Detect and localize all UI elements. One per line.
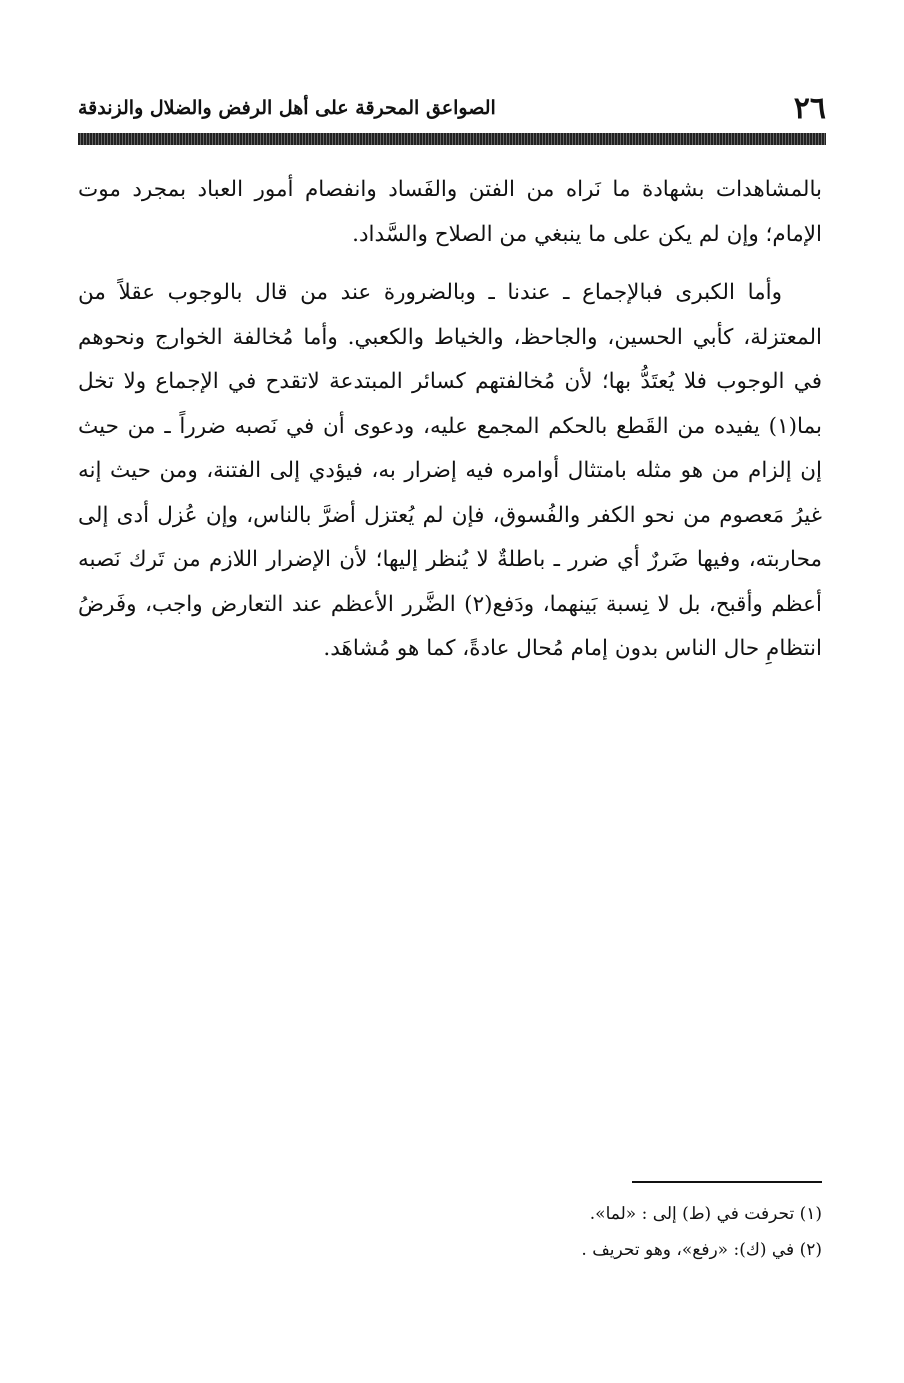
running-title: الصواعق المحرقة على أهل الرفض والضلال والزندقة — [78, 97, 496, 119]
paragraph: وأما الكبرى فبالإجماع ـ عندنا ـ وبالضرورة عند من قال بالوجوب عقلاً من المعتزلة، كأبي الحسين، والجاحظ، والخياط والكعبي. وأما مُخالفة الخوارج ونحوهم في الوجوب فلا يُعتَدُّ بها؛ لأن مُخالفتهم كسائر المبتدعة لاتقدح في الإجماع ولا تخل بما(١) يفيده من القَطع بالحكم المجمع عليه، ودعوى أن في نَصبه ضرراً ـ من حيث إن إلزام من هو مثله بامتثال أوامره فيه إضرار به، فيؤدي إلى الفتنة، ومن حيث إنه غيرُ مَعصوم من نحو الكفر والفُسوق، فإن لم يُعتزل أضرَّ بالناس، وإن عُزل أدى إلى محاربته، وفيها ضَررٌ أي ضرر ـ باطلةٌ لا يُنظر إليها؛ لأن الإضرار اللازم من تَرك نَصبه أعظم وأقبح، بل لا نِسبة بَينهما، ودَفع(٢) الضَّرر الأعظم عند التعارض واجب، وفَرضُ انتظامِ حال الناس بدون إمام مُحال عادةً، كما هو مُشاهَد. — [78, 280, 822, 661]
page-header — [78, 86, 826, 130]
header-rule — [78, 133, 826, 145]
paragraph: بالمشاهدات بشهادة ما نَراه من الفتن والفَساد وانفصام أمور العباد بمجرد موت الإمام؛ وإن لم يكن على ما ينبغي من الصلاح والسَّداد. — [78, 177, 822, 247]
footnote: (١) تحرفت في (ط) إلى : «لما». — [589, 1204, 822, 1224]
main-text — [78, 168, 822, 686]
page-number: ٢٦ — [793, 90, 826, 126]
footnote-separator — [632, 1181, 822, 1183]
footnote: (٢) في (ك): «رفع»، وهو تحريف . — [581, 1240, 822, 1260]
footnotes — [78, 1196, 822, 1268]
